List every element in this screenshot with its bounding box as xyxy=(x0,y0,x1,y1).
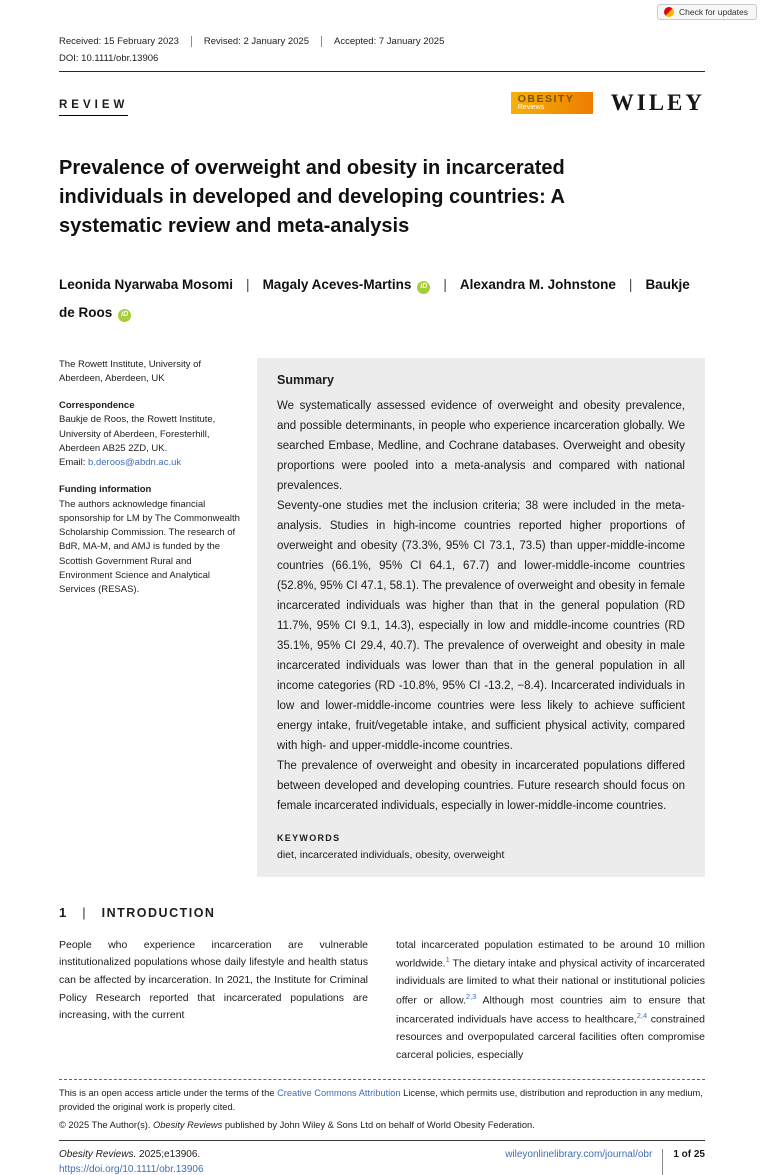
summary-paragraph: The prevalence of overweight and obesity in incarcerated populations differed between developed and developing countries. Future research should focus on female incarcerated individuals, especially in lower-middle-income countries. xyxy=(277,759,685,812)
abstract-section xyxy=(59,358,705,877)
footer-doi-line xyxy=(59,1164,204,1175)
crossmark-icon xyxy=(664,7,674,17)
accepted-date: Accepted: 7 January 2025 xyxy=(333,36,445,47)
footnote-divider xyxy=(59,1079,705,1080)
copyright-note xyxy=(59,1120,705,1130)
author-name: Baukje de Roos xyxy=(59,277,690,321)
footer-vertical-divider xyxy=(662,1149,663,1175)
keywords-list: diet, incarcerated individuals, obesity, overweight xyxy=(277,848,505,861)
summary-paragraph: Seventy-one studies met the inclusion criteria; 38 were included in the meta-analysis. Studies in high-income countries reported higher proportions of overweight and obesity (73.3%, 95% CI 73.1, 73.5) than upper-middle-income countries (66.1%, 95% CI 64.1, 67.7) and lower-middle-income countries (52.8%, 95% CI 47.1, 58.1). The prevalence of overweight and obesity in female incarcerated individuals was higher than that in the general population (RD 11.7%, 95% CI 9.1, 14.3), especially in low and middle-income countries (RD 35.1%, 95% CI 29.4, 40.7). The prevalence of overweight and obesity in male incarcerated individuals was lower than that in the general population in all income categories (RD -10.8%, 95% CI -13.2, −8.4). Incarcerated individuals in low and lower-middle-income countries were less likely to achieve sufficient energy intake, fruit/vegetable intake, and sufficient physical activity, compared with high- and upper-middle-income countries. xyxy=(277,499,685,752)
author-name: Alexandra M. Johnstone xyxy=(459,277,616,292)
citation-ref-link[interactable]: 2,4 xyxy=(636,1011,648,1021)
revised-date: Revised: 2 January 2025 xyxy=(204,36,322,47)
body-column-right xyxy=(396,937,705,1065)
author-separator: | xyxy=(443,277,447,292)
correspondence-heading: Correspondence xyxy=(59,400,135,412)
funding-heading: Funding information xyxy=(59,484,152,496)
affiliation: The Rowett Institute, University of Aberdeen, Aberdeen, UK xyxy=(59,358,202,384)
body-column-left: People who experience incarceration are vulnerable institutionalized populations whose daily lifestyle and health status can be affected by incarceration. In 2021, the Institute for Criminal Policy Research reported that incarcerated populations are increasing, with the current xyxy=(59,938,368,1022)
header-divider xyxy=(59,71,705,72)
wiley-logo: WILEY xyxy=(610,90,705,115)
page-title: Prevalence of overweight and obesity in incarcerated individuals in developed and developing countries: A systematic review and meta-analysis xyxy=(59,157,565,237)
correspondence-block xyxy=(59,399,245,470)
article-sidebar xyxy=(59,358,245,877)
citation-ref-link[interactable]: 1 xyxy=(445,955,450,965)
article-type-row xyxy=(59,90,705,116)
article-history xyxy=(59,36,705,47)
body-text-columns xyxy=(59,937,705,1065)
body-text: The dietary intake and physical activity of incarcerated individuals are limited to what their national or institutional policies offer or allow. xyxy=(396,957,705,1007)
section-title: INTRODUCTION xyxy=(101,905,216,920)
check-for-updates-label: Check for updates xyxy=(679,7,748,17)
journal-site-link[interactable]: wileyonlinelibrary.com/journal/obr xyxy=(505,1149,653,1161)
keywords-heading: KEYWORDS xyxy=(277,832,341,843)
email-link[interactable]: b.deroos@abdn.ac.uk xyxy=(88,457,182,469)
footer-citation xyxy=(59,1149,204,1160)
author-separator: | xyxy=(628,277,633,292)
footnote-text: This is an open access article under the terms of the xyxy=(59,1087,278,1098)
email-label: Email: xyxy=(59,457,89,469)
open-access-note xyxy=(59,1086,705,1115)
correspondence-text: Baukje de Roos, the Rowett Institute, University of Aberdeen, Foresterhill, Aberdeen AB25 2ZD, UK. xyxy=(59,414,216,454)
logos xyxy=(511,90,705,116)
summary-heading: Summary xyxy=(277,372,334,387)
body-text: Although most countries aim to ensure that incarcerated individuals have access to healthcare, xyxy=(396,994,705,1026)
cc-license-link[interactable]: Creative Commons Attribution xyxy=(277,1087,401,1098)
orcid-icon[interactable]: iD xyxy=(417,281,430,294)
check-for-updates-button[interactable] xyxy=(657,4,757,20)
body-text: total incarcerated population estimated to be around 10 million worldwide. xyxy=(396,938,705,970)
summary-box xyxy=(257,358,705,877)
author-separator: | xyxy=(246,277,250,292)
received-date: Received: 15 February 2023 xyxy=(59,36,192,47)
funding-text: The authors acknowledge financial sponsorship for LM by The Commonwealth Scholarship Commission. The research of BdR, MA-M, and AMJ is funded by the Scottish Government Rural and Environment Science and Analytical Services (RESAS). xyxy=(59,498,240,596)
body-text: constrained resources and overpopulated carceral facilities often compromise carceral policies, especially xyxy=(396,1013,705,1061)
section-number: 1 xyxy=(59,904,67,920)
obesity-logo-title: OBESITY xyxy=(517,92,575,105)
citation-ref-link[interactable]: 2,3 xyxy=(465,992,477,1002)
obesity-logo-subtitle: Reviews xyxy=(517,104,545,112)
funding-block xyxy=(59,483,245,597)
summary-paragraph: We systematically assessed evidence of overweight and obesity prevalence, and possible determinants, in people who experience incarceration globally. We searched Embase, Medline, and Cochrane databases. Overweight and obesity proportions were pooled into a meta-analysis and compared with national prevalences. xyxy=(277,399,685,492)
footer-right-block xyxy=(505,1149,705,1175)
correspondence-email-line xyxy=(59,456,245,470)
footnote-text: License, which permits use, distribution and reproduction in any medium, provided the original work is properly cited. xyxy=(59,1087,703,1112)
copyright-text: published by John Wiley & Sons Ltd on behalf of World Obesity Federation. xyxy=(222,1120,535,1131)
author-name: Leonida Nyarwaba Mosomi xyxy=(59,277,234,292)
section-heading-introduction xyxy=(59,905,705,920)
journal-name: Obesity Reviews. xyxy=(59,1149,137,1161)
section-divider: | xyxy=(82,904,86,920)
orcid-icon[interactable]: iD xyxy=(118,309,131,322)
copyright-text: © 2025 The Author(s). xyxy=(59,1120,154,1131)
author-name: Magaly Aceves-Martins xyxy=(262,277,412,292)
obesity-reviews-logo xyxy=(511,92,593,114)
article-type-label: REVIEW xyxy=(59,99,128,116)
author-list xyxy=(59,271,705,328)
footer-citation-block xyxy=(59,1149,204,1175)
footer-divider xyxy=(59,1140,705,1141)
citation-text: 2025;e13906. xyxy=(136,1149,201,1161)
doi-link[interactable]: https://doi.org/10.1111/obr.13906 xyxy=(59,1164,204,1175)
journal-name: Obesity Reviews xyxy=(153,1120,223,1131)
page-number: 1 of 25 xyxy=(673,1149,705,1161)
page-footer xyxy=(59,1149,705,1175)
doi-line: DOI: 10.1111/obr.13906 xyxy=(59,53,159,64)
